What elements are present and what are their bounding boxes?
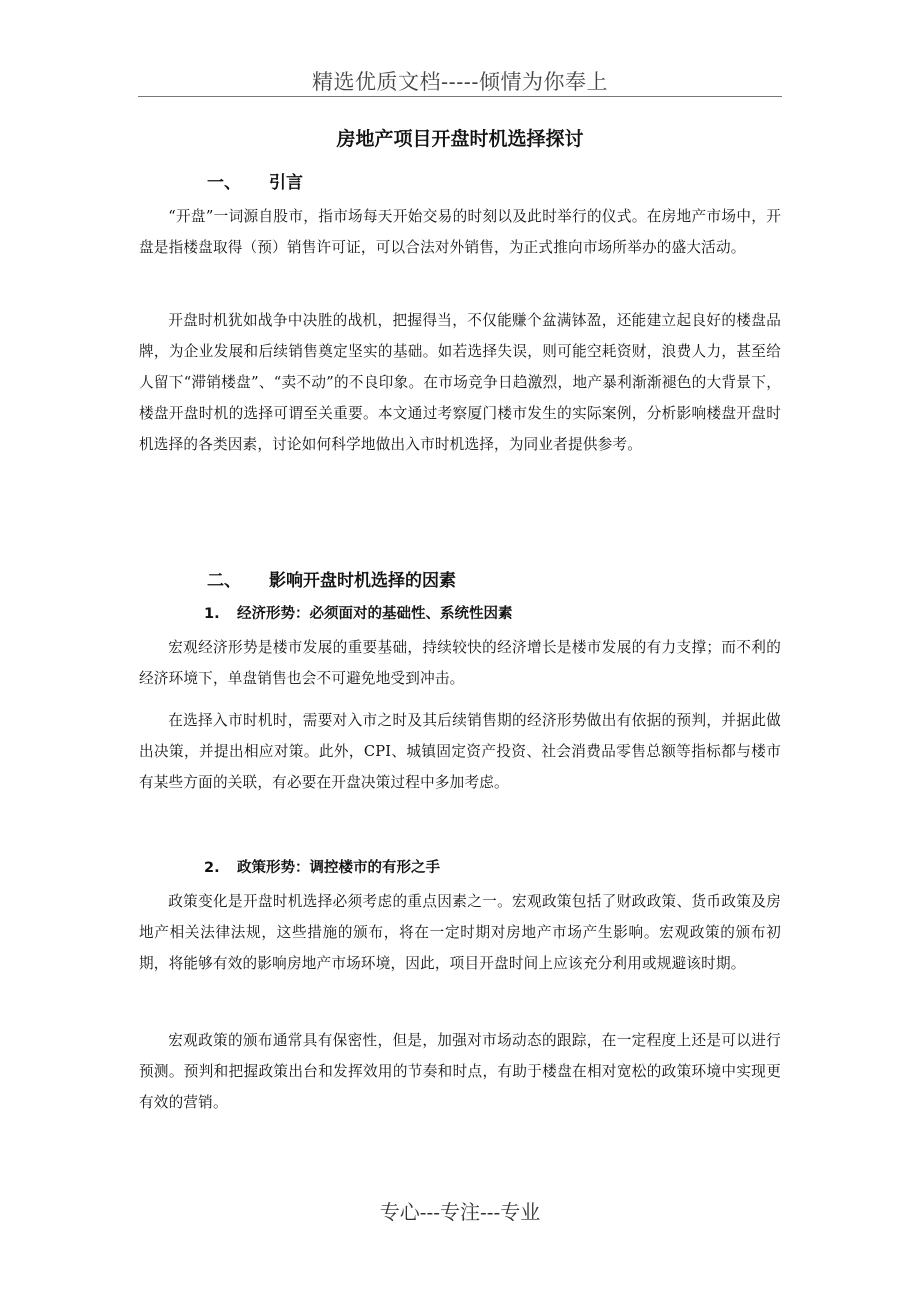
header-divider: [138, 96, 782, 97]
subsection-title: 政策形势：调控楼市的有形之手: [237, 860, 440, 876]
section-title: 影响开盘时机选择的因素: [269, 571, 456, 591]
paragraph: 宏观政策的颁布通常具有保密性，但是，加强对市场动态的跟踪，在一定程度上还是可以进行预测。预判和把握政策出台和发挥效用的节奏和时点，有助于楼盘在相对宽松的政策环境中实现更有效的营销。: [139, 1032, 781, 1111]
subsection-number: 2.: [204, 860, 220, 876]
paragraph: 政策变化是开盘时机选择必须考虑的重点因素之一。宏观政策包括了财政政策、货币政策及房地产相关法律法规，这些措施的颁布，将在一定时期对房地产市场产生影响。宏观政策的颁布初期，将能够有效的影响房地产市场环境，因此，项目开盘时间上应该充分利用或规避该时期。: [139, 893, 781, 972]
section-number: 二、: [207, 571, 241, 591]
section-number: 一、: [207, 173, 241, 193]
section-heading-factors: [207, 566, 456, 591]
page-footer: 专心---专注---专业: [379, 1200, 541, 1224]
paragraph: 宏观经济形势是楼市发展的重要基础，持续较快的经济增长是楼市发展的有力支撑；而不利的经济环境下，单盘销售也会不可避免地受到冲击。: [139, 639, 781, 687]
paragraph: 在选择入市时机时，需要对入市之时及其后续销售期的经济形势做出有依据的预判，并据此做出决策，并提出相应对策。此外，CPI、城镇固定资产投资、社会消费品零售总额等指标都与楼市有某些方面的关联，有必要在开盘决策过程中多加考虑。: [139, 712, 781, 791]
subsection-heading-economy: [204, 602, 513, 623]
subsection-title: 经济形势：必须面对的基础性、系统性因素: [237, 606, 513, 622]
paragraph: “开盘”一词源自股市，指市场每天开始交易的时刻以及此时举行的仪式。在房地产市场中，开盘是指楼盘取得（预）销售许可证，可以合法对外销售，为正式推向市场所举办的盛大活动。: [139, 208, 781, 256]
subsection-heading-policy: [204, 856, 440, 877]
section-heading-intro: [207, 168, 303, 193]
subsection-number: 1.: [204, 606, 220, 622]
page-header: 精选优质文档-----倾情为你奉上: [312, 70, 608, 94]
paragraph: 开盘时机犹如战争中决胜的战机，把握得当，不仅能赚个盆满钵盈，还能建立起良好的楼盘品牌，为企业发展和后续销售奠定坚实的基础。如若选择失误，则可能空耗资财，浪费人力，甚至给人留下“滞销楼盘”、“卖不动”的不良印象。在市场竞争日趋激烈，地产暴利渐渐褪色的大背景下，楼盘开盘时机的选择可谓至关重要。本文通过考察厦门楼市发生的实际案例，分析影响楼盘开盘时机选择的各类因素，讨论如何科学地做出入市时机选择，为同业者提供参考。: [139, 312, 781, 453]
section-title: 引言: [269, 173, 303, 193]
document-title: 房地产项目开盘时机选择探讨: [336, 128, 584, 150]
